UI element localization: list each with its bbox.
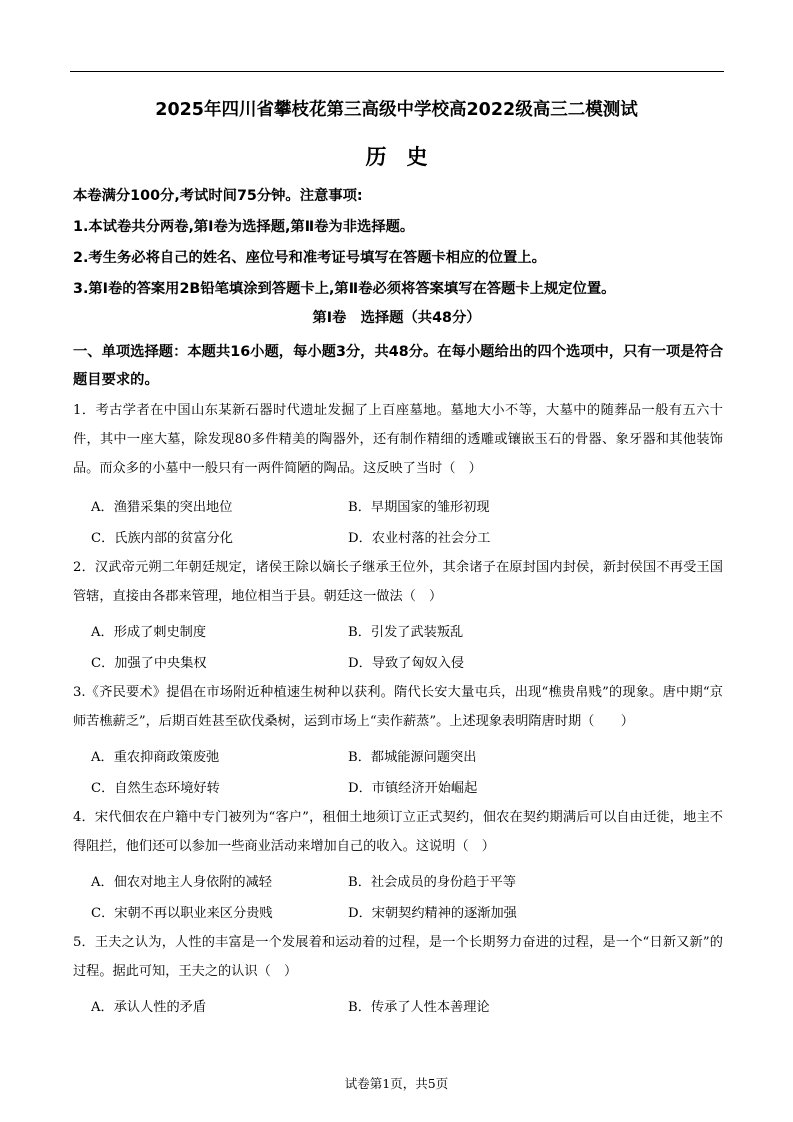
question-stem: 3.《齐民要术》提倡在市场附近种植速生树种以获利。隋代长安大量屯兵，出现“樵贵帛贱”的现象。唐中期“京师苦樵薪乏”，后期百姓甚至砍伐桑树，运到市场上“卖作薪蒸”。上述现象表明隋唐时期（ ） (73, 685, 723, 729)
question-option: B．早期国家的雏形初现 (348, 500, 490, 515)
question-option: C．氏族内部的贫富分化 (91, 531, 233, 546)
question-option: B．社会成员的身份趋于平等 (348, 875, 516, 890)
question-stem: 2．汉武帝元朔二年朝廷规定，诸侯王除以嫡长子继承王位外，其余诸子在原封国内封侯，新封侯国不再受王国管辖，直接由各郡来管理，地位相当于县。朝廷这一做法（ ） (73, 560, 723, 604)
question-stem: 4．宋代佃农在户籍中专门被列为“客户”，租佃土地须订立正式契约，佃农在契约期满后可以自由迁徙，地主不得阻拦，他们还可以参加一些商业活动来增加自己的收入。这说明（ ） (73, 810, 723, 854)
question-option: D．导致了匈奴入侵 (348, 656, 465, 671)
exam-note: 3.第Ⅰ卷的答案用2B铅笔填涂到答题卡上,第Ⅱ卷必须将答案填写在答题卡上规定位置。 (73, 281, 616, 297)
question-stem: 1．考古学者在中国山东某新石器时代遗址发掘了上百座墓地。墓地大小不等，大墓中的随葬品一般有五六十件，其中一座大墓，除发现80多件精美的陶器外，还有制作精细的透雕或镶嵌玉石的骨器、象牙器和其他装饰品。而众多的小墓中一般只有一两件简陋的陶品。这反映了当时（ ） (73, 403, 723, 476)
exam-note: 1.本试卷共分两卷,第Ⅰ卷为选择题,第Ⅱ卷为非选择题。 (73, 219, 415, 235)
question-option: C．加强了中央集权 (91, 656, 207, 671)
question-option: A．形成了刺史制度 (91, 625, 207, 640)
question-option: C．自然生态环境好转 (91, 781, 220, 796)
subject-title: 历史 (365, 145, 448, 169)
question-option: B．都城能源问题突出 (348, 750, 477, 765)
question-option: A．承认人性的矛盾 (91, 1000, 207, 1015)
question-option: D．宋朝契约精神的逐渐加强 (348, 906, 517, 921)
question-option: D．农业村落的社会分工 (348, 531, 491, 546)
question-option: A．重农抑商政策废弛 (91, 750, 220, 765)
exam-note: 2.考生务必将自己的姓名、座位号和准考证号填写在答题卡相应的位置上。 (73, 250, 546, 266)
question-stem: 5．王夫之认为，人性的丰富是一个发展着和运动着的过程，是一个长期努力奋进的过程，是一个“日新又新”的过程。据此可知，王夫之的认识（ ） (73, 935, 723, 979)
section-title: 第Ⅰ卷 选择题（共48分） (312, 310, 481, 326)
question-option: B．引发了武装叛乱 (348, 625, 464, 640)
question-option: A．渔猎采集的突出地位 (91, 500, 233, 515)
exam-note: 本卷满分100分,考试时间75分钟。注意事项: (73, 188, 363, 204)
question-option: A．佃农对地主人身依附的减轻 (91, 875, 272, 890)
question-option: D．市镇经济开始崛起 (348, 781, 478, 796)
page-footer: 试卷第1页，共5页 (344, 1076, 449, 1091)
question-option: C．宋朝不再以职业来区分贵贱 (91, 906, 273, 921)
exam-title: 2025年四川省攀枝花第三高级中学校高2022级高三二模测试 (155, 100, 638, 120)
question-option: B．传承了人性本善理论 (348, 1000, 490, 1015)
header-rule (70, 71, 724, 72)
part-heading: 一、单项选择题：本题共16小题，每小题3分，共48分。在每小题给出的四个选项中，只有一项是符合题目要求的。 (73, 344, 724, 388)
